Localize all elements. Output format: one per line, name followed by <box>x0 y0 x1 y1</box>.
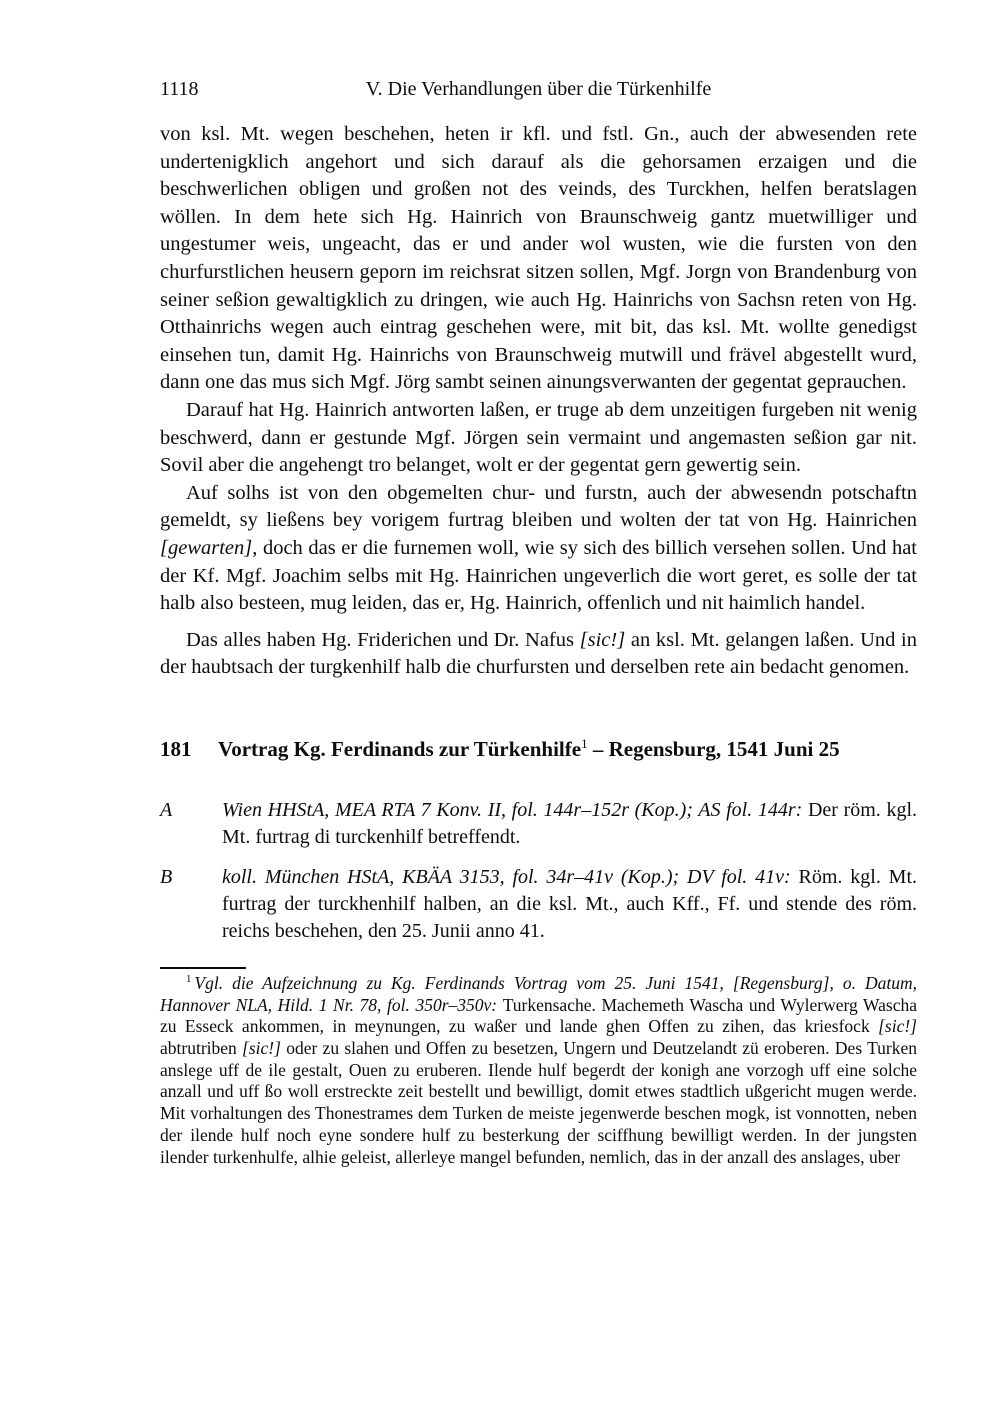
body-paragraph: Das alles haben Hg. Friderichen und Dr. Nafus [sic!] an ksl. Mt. gelangen laßen. Und in der haubtsach der turgkenhilf halb die churfursten und derselben rete ain bedacht genomen. <box>160 628 917 679</box>
source-text: Wien HHStA, MEA RTA 7 Konv. II, fol. 144r–152r (Kop.); AS fol. 144r: Der röm. kgl. Mt. furtrag di turckenhilf betreffendt. <box>222 798 917 848</box>
source-row-a <box>160 797 917 851</box>
footnote-text: $^1$ Vgl. die Aufzeichnung zu Kg. Ferdinands Vortrag vom 25. Juni 1541, [Regensburg], o. Datum, Hannover NLA, Hild. 1 Nr. 78, fol. 350r–350v: Turkensache. Machemeth Wascha und Wylerwerg Wascha zu Esseck ankommen, in meynungen, zu waßer und lande ghen Offen zu zihen, das kriesfock [sic!] abtrutriben [sic!] oder zu slahen und Offen zu besetzen, Ungern und Deutzelandt zü eroberen. Des Turken anslege uff de ile gestalt, Ouen zu eruberen. Ilende hulf begerdt der konigh ane vorzogh uff eine solche anzall und uff ßo woll erstreckte zeit bestellt und bewilligt, domit etwes stadtlich ußgericht mugen werde. Mit vorhaltungen des Thonestrames dem Turken de meiste jegenwerde beschen mogk, ist vonnotten, neben der ilende hulf noch eyne sondere hulf zu besterkung der sciffhung bewilligt werden. In der jungsten ilender turkenhulfe, alhie geleist, allerleye mangel befunden, nemlich, das in der anzall des anslages, uber <box>160 972 918 1167</box>
running-title: V. Die Verhandlungen über die Türkenhilfe <box>365 78 712 100</box>
text-block <box>160 76 917 1186</box>
entry-title: Vortrag Kg. Ferdinands zur Türkenhilfe$^1$ – Regensburg, 1541 Juni 25 <box>218 735 840 761</box>
source-list <box>160 797 917 945</box>
entry-number: 181 <box>160 736 192 761</box>
body-paragraph: von ksl. Mt. wegen beschehen, heten ir kfl. und fstl. Gn., auch der abwesenden rete undertenigklich angehort und sich darauf als die gehorsamen erzaigen und die beschwerlichen obligen und großen not des veinds, des Turckhen, helfen beratslagen wöllen. In dem hete sich Hg. Hainrich von Braunschweig gantz muetwilliger und ungestumer weis, ungeacht, das er und ander wol wusten, wie die fursten von den churfurstlichen heusern geporn im reichsrat sitzen sollen, Mgf. Jorgn von Brandenburg von seiner seßion gewaltigklich zu dringen, wie auch Hg. Hainrichs von Sachsn reten von Hg. Otthainrichs wegen auch eintrag geschehen were, mit bit, das ksl. Mt. wollte genedigst einsehen tun, damit Hg. Hainrichs von Braunschweig mutwill und frävel abgestellt wurd, dann one das mus sich Mgf. Jörg sambt seinen ainungsverwanten der gegentat geprauchen. <box>160 123 917 394</box>
body-text <box>160 121 917 682</box>
entry-heading <box>160 735 917 763</box>
running-header <box>160 76 917 104</box>
body-paragraph: Darauf hat Hg. Hainrich antworten laßen, er truge ab dem unzeitigen furgeben nit wenig beschwerd, dann er gestunde Mgf. Jörgen sein vermaint und angemasten seßion gar nit. Sovil aber die angehengt tro belanget, wolt er der gegentat gern gewertig sein. <box>160 398 917 477</box>
footnote-separator-rule <box>160 967 246 969</box>
source-label: B <box>160 865 173 888</box>
source-row-b <box>160 864 917 945</box>
source-text: koll. München HStA, KBÄA 3153, fol. 34r–41v (Kop.); DV fol. 41v: Röm. kgl. Mt. furtrag der turckhenhilf halben, an die ksl. Mt., auch Kff., Ff. und stende des röm. reichs beschehen, den 25. Junii anno 41. <box>222 865 918 942</box>
source-label: A <box>160 798 173 821</box>
body-paragraph: Auf solhs ist von den obgemelten chur- und furstn, auch der abwesendn potschaftn gemeldt, sy ließens bey vorigem furtrag bleiben und wolten der tat von Hg. Hainrichen [gewarten], doch das er die furnemen woll, wie sy sich des billich versehen sollen. Und hat der Kf. Mgf. Joachim selbs mit Hg. Hainrichen ungeverlich die wort geret, es solle der tat halb also besteen, mug leiden, das er, Hg. Hainrich, offenlich und nit haimlich handel. <box>160 481 917 615</box>
page-number: 1118 <box>160 78 199 100</box>
